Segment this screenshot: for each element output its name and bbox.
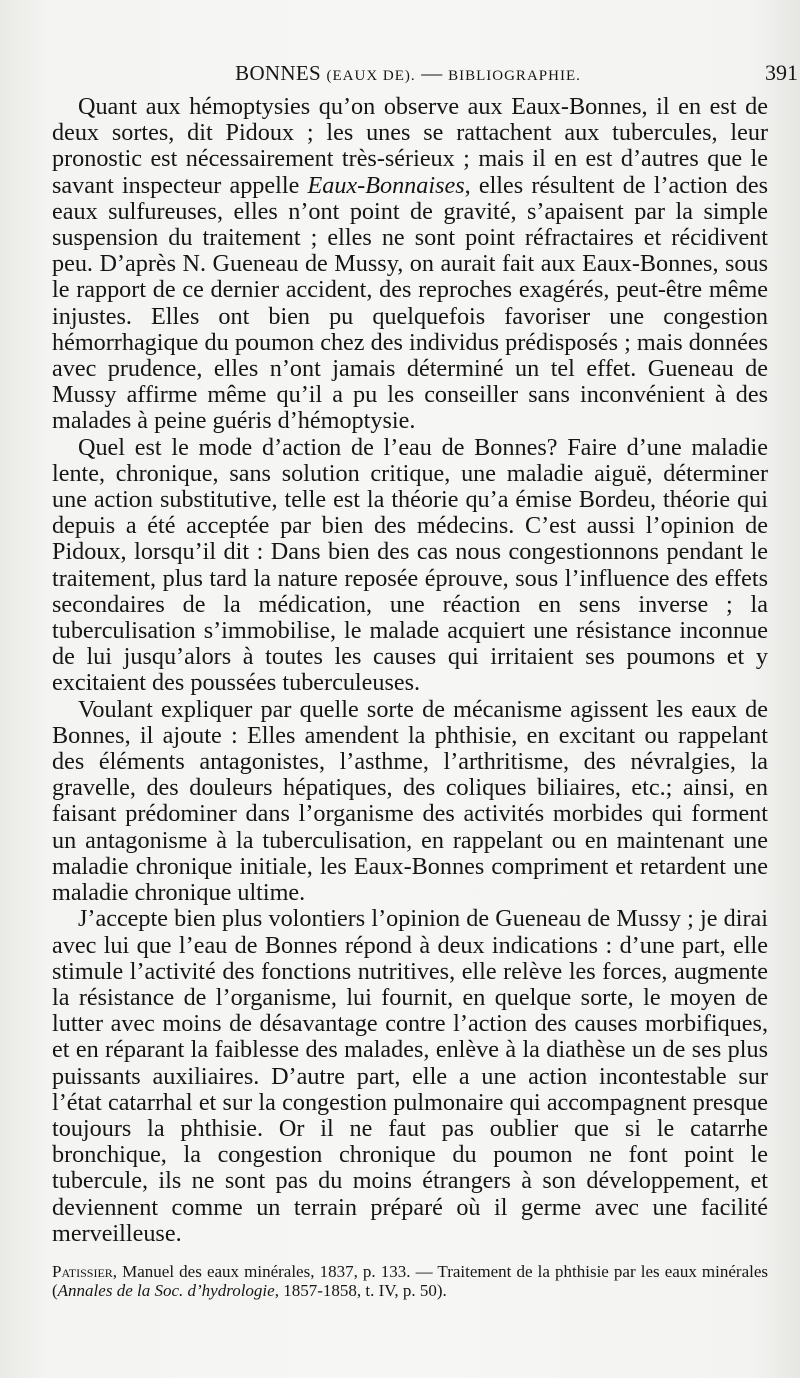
running-title-paren: (EAUX DE).: [326, 68, 416, 84]
paragraph-opinion-gueneau: J’accepte bien plus volontiers l’opinion de Gueneau de Mussy ; je dirai avec lui que l’eau de Bonnes répond à deux indications : d’une part, elle stimule l’activité des fonctions nutritives, elle relève les forces, augmente la résistance de l’organisme, lui fournit, en quelque sorte, le moyen de lutter avec moins de désavantage contre l’action des causes morbifiques, et en réparant la faiblesse des malades, enlève à la diathèse un de ses plus puissants auxiliaires. D’autre part, elle a une action incontestable sur l’état catarrhal et sur la congestion pulmonaire qui accompagnent presque toujours la phthisie. Or il ne faut pas oublier que si le catarrhe bronchique, la congestion chronique du poumon ne font point le tubercule, ils ne sont pas du moins étrangers à son développement, et deviennent comme un terrain préparé où il germe avec une facilité merveilleuse.: [52, 905, 768, 1247]
running-title-section: BIBLIOGRAPHIE.: [448, 68, 581, 84]
body-text: [52, 94, 768, 1247]
emphasis-eaux-bonnaises: Eaux-Bonnaises: [307, 171, 465, 199]
running-title-dash: —: [421, 61, 443, 85]
running-title: [52, 56, 764, 93]
paragraph-mecanisme: Voulant expliquer par quelle sorte de mécanisme agissent les eaux de Bonnes, il ajoute : Elles amendent la phthisie, en excitant ou rappelant des éléments antagonistes, l’asthme, l’arthritisme, des névralgies, la gravelle, des douleurs hépatiques, des coliques biliaires, etc.; ainsi, en faisant prédominer dans l’organisme des activités morbides qui forment un antagonisme à la tuberculisation, en rappelant ou en maintenant une maladie chronique initiale, les Eaux-Bonnes compriment et retardent une maladie chronique ultime.: [52, 695, 768, 907]
page-number: 391: [765, 60, 798, 85]
paragraph-text: , elles résultent de l’action des eaux sulfureuses, elles n’ont point de gravité, s’apaisent par la simple suspension du traitement ; elles ne sont point réfractaires et récidivent peu. D’après N. Gueneau de Mussy, on aurait fait aux Eaux-Bonnes, sous le rapport de ce dernier accident, des reproches exagérés, peut-être même injustes. Elles ont bien pu quelquefois favoriser une congestion hémorrhagique du poumon chez des individus prédisposés ; mais données avec prudence, elles n’ont jamais déterminé un tel effet. Gueneau de Mussy affirme même qu’il a pu les conseiller sans inconvénient à des malades à peine guéris d’hémoptysie.: [52, 171, 768, 435]
bibliography-footnote: [52, 1262, 768, 1300]
footnote-text: , Manuel des eaux minérales, 1837, p. 133. — Traitement de la phthisie par les eaux minérales (: [52, 1262, 768, 1300]
paragraph-mode-action: Quel est le mode d’action de l’eau de Bonnes? Faire d’une maladie lente, chronique, sans solution critique, une maladie aiguë, déterminer une action substitutive, telle est la théorie qu’a émise Bordeu, théorie qui depuis a été acceptée par bien des médecins. C’est aussi l’opinion de Pidoux, lorsqu’il dit : Dans bien des cas nous congestionnons pendant le traitement, plus tard la nature reposée éprouve, sous l’influence des effets secondaires de la médication, une réaction en sens inverse ; la tuberculisation s’immobilise, le malade acquiert une résistance inconnue de lui jusqu’alors à toutes les causes qui irritaient ses poumons et y excitaient des poussées tuberculeuses.: [52, 433, 768, 697]
footnote-author: Patissier: [52, 1262, 113, 1281]
footnote-journal: Annales de la Soc. d’hydrologie: [57, 1281, 275, 1300]
paragraph-hemoptysies: [52, 94, 768, 435]
footnote-text-end: , 1857-1858, t. IV, p. 50).: [274, 1281, 447, 1300]
paragraph-text: Quant aux hémoptysies qu’on observe aux Eaux-Bonnes, il en est de deux sortes, dit Pidoux ; les unes se rattachent aux tubercules, leur pronostic est nécessairement très-sérieux ; mais il en est d’autres que le savant inspecteur appelle: [52, 93, 768, 199]
running-head: [52, 56, 798, 90]
running-title-main: BONNES: [235, 61, 321, 85]
